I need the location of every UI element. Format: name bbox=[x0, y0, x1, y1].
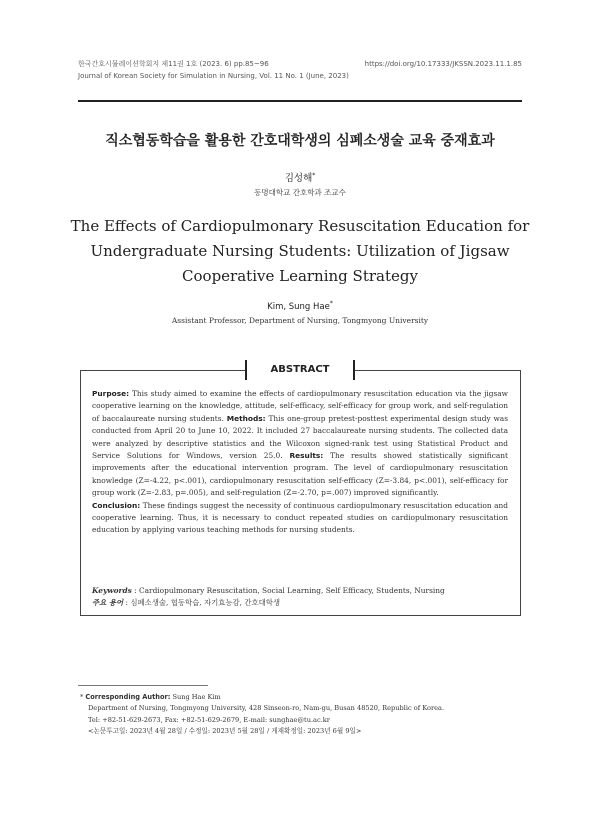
address: Department of Nursing, Tongmyong University, 428 Sinseon-ro, Nam-gu, Busan 48520, Republic of Korea. bbox=[88, 704, 445, 713]
methods-text: This one-group pretest-posttest experimental design study was conducted from April 20 to June 10, 2022. It included 27 baccalaureate nursing students. The collected data were analyzed by descriptive statistics and the Wilcoxon signed-rank test using Statistical Product and Service Solutions for Windows, version 25.0. bbox=[92, 413, 509, 461]
contact-info: Tel: +82-51-629-2673, Fax: +82-51-629-2679, E-mail: sunghae@tu.ac.kr bbox=[88, 715, 330, 724]
author-name-ko: 김성해 bbox=[284, 173, 313, 184]
title-en-line-1: The Effects of Cardiopulmonary Resuscitation Education for bbox=[70, 217, 530, 235]
header-rule bbox=[78, 100, 522, 102]
title-en-line-3: Cooperative Learning Strategy bbox=[182, 267, 418, 285]
results-label: Results: bbox=[289, 451, 324, 461]
author-mark-ko: * bbox=[312, 171, 316, 179]
abstract-body bbox=[92, 388, 508, 537]
author-name-en: Kim, Sung Hae bbox=[267, 301, 330, 312]
corresponding-name: Sung Hae Kim bbox=[170, 693, 221, 701]
purpose-text: This study aimed to examine the effects of cardiopulmonary resuscitation education via the jigsaw cooperative learning on the knowledge, attitude, self-efficacy, self-efficacy for group work, and self-regulation of baccalaureate nursing students. bbox=[92, 389, 508, 423]
running-header bbox=[78, 58, 522, 82]
keywords-en bbox=[92, 585, 508, 597]
journal-citation-en: Journal of Korean Society for Simulation in Nursing, Vol. 11 No. 1 (June, 2023) bbox=[78, 72, 349, 80]
affiliation-korean: 동명대학교 간호학과 조교수 bbox=[254, 188, 346, 197]
keywords-values-ko: : 심폐소생술, 협동학습, 자기효능감, 간호대학생 bbox=[123, 598, 281, 608]
corresponding-author bbox=[80, 692, 525, 703]
abstract-heading: ABSTRACT bbox=[245, 360, 355, 380]
affiliation-english: Assistant Professor, Department of Nursing, Tongmyong University bbox=[171, 316, 429, 325]
keywords-label-en: Keywords bbox=[92, 586, 132, 595]
methods-label: Methods: bbox=[226, 413, 266, 423]
title-korean: 직소협동학습을 활용한 간호대학생의 심폐소생술 교육 중재효과 bbox=[105, 133, 495, 149]
author-mark-en: * bbox=[329, 300, 333, 307]
footnote-mark: * bbox=[80, 693, 84, 701]
keywords-values-en: : Cardiopulmonary Resuscitation, Social Learning, Self Efficacy, Students, Nursing bbox=[131, 586, 445, 595]
keywords-block bbox=[92, 585, 508, 610]
footnote-rule bbox=[78, 685, 208, 686]
purpose-label: Purpose: bbox=[92, 389, 130, 398]
doi-link[interactable]: https://doi.org/10.17333/JKSSN.2023.11.1.85 bbox=[364, 60, 522, 68]
corresponding-label: Corresponding Author: bbox=[85, 693, 171, 701]
submission-dates: <논문투고일: 2023년 4월 28일 / 수정일: 2023년 5월 28일 / 게재확정일: 2023년 6월 9일> bbox=[88, 727, 362, 736]
title-english bbox=[60, 214, 540, 289]
keywords-ko bbox=[92, 597, 508, 609]
results-text: The results showed statistically significant improvements after the educational intervention program. The level of cardiopulmonary resuscitation knowledge (Z=-4.22, p<.001), cardiopulmonary resuscitation self-efficacy (Z=-3.84, p<.001), self-efficacy for group work (Z=-2.83, p=.005), and self-regulation (Z=-2.70, p=.007) improved significantly. bbox=[92, 451, 508, 498]
keywords-label-ko: 주요 용어 bbox=[92, 598, 124, 608]
author-english bbox=[0, 300, 600, 312]
title-en-line-2: Undergraduate Nursing Students: Utilization of Jigsaw bbox=[90, 242, 510, 260]
footnote bbox=[80, 692, 525, 738]
conclusion-text: These findings suggest the necessity of continuous cardiopulmonary resuscitation education and cooperative learning. Thus, it is necessary to conduct repeated studies on cardiopulmonary resuscitation education by applying various teaching methods for nursing students. bbox=[92, 500, 508, 535]
conclusion-label: Conclusion: bbox=[92, 500, 141, 510]
journal-citation-ko: 한국간호시뮬레이션학회지 제11권 1호 (2023. 6) pp.85~96 bbox=[78, 60, 269, 68]
author-korean bbox=[0, 170, 600, 184]
